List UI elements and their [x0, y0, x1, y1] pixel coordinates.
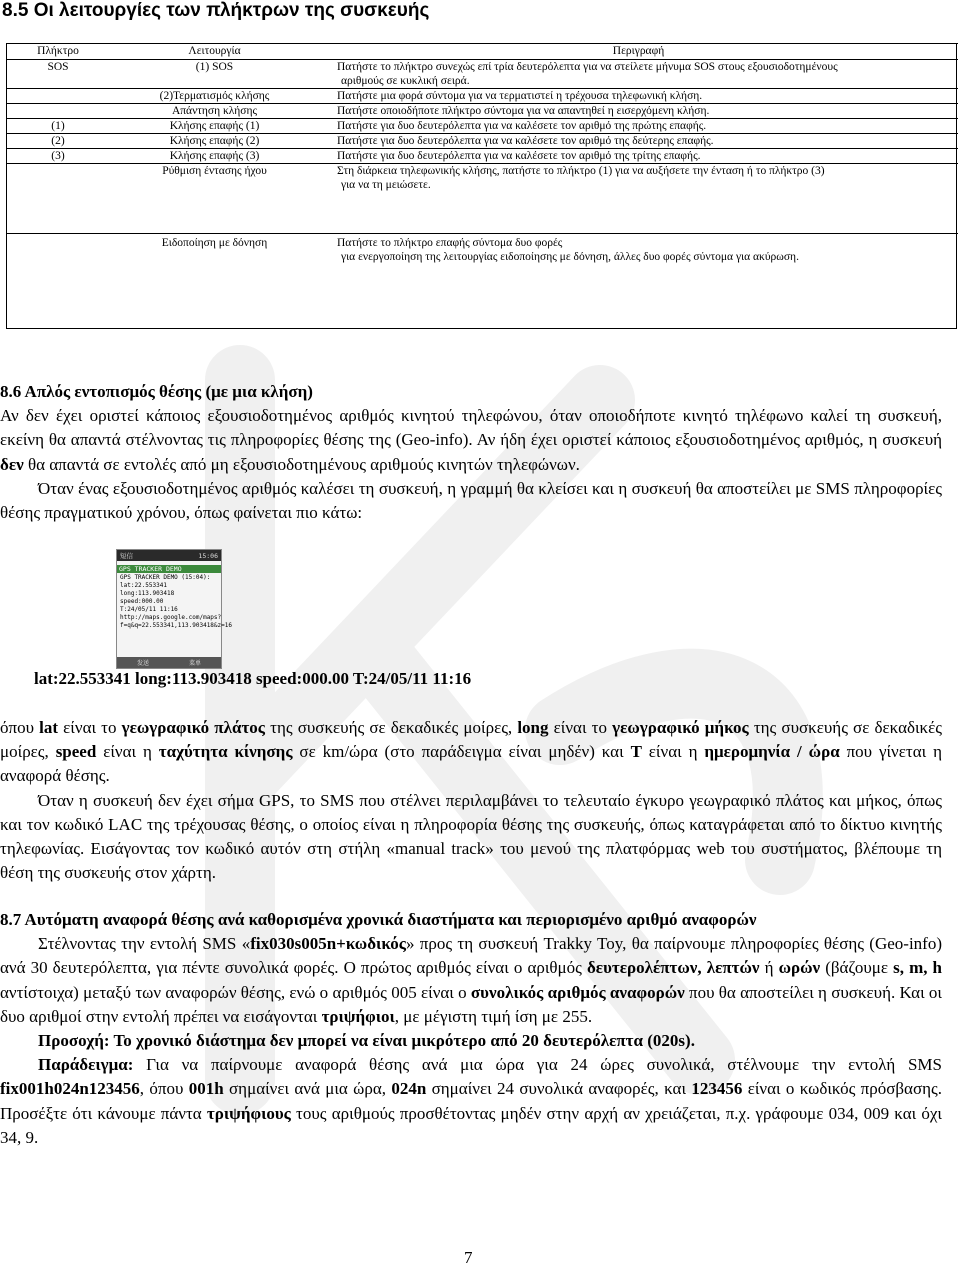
table-row	[6, 119, 958, 134]
text-segment: όπου	[0, 718, 40, 737]
cell-function: Ειδοποίηση με δόνηση	[161, 237, 268, 249]
text-segment: speed	[55, 742, 97, 762]
table-row	[6, 134, 958, 149]
text-segment: σημαίνει 24 συνολικά αναφορές, και	[426, 1079, 692, 1099]
cell-key	[6, 104, 110, 119]
cell-function: Κλήσης επαφής (3)	[110, 149, 319, 164]
col-header-function: Λειτουργία	[110, 44, 319, 60]
description-line: Πατήστε για δυο δευτερόλεπτα για να καλέσετε τον αριθμό της δεύτερης επαφής.	[337, 135, 714, 147]
text-segment: ωρών	[778, 958, 821, 978]
cell-key: (3)	[6, 149, 110, 164]
cell-description	[319, 60, 958, 89]
text-segment: , όπου	[139, 1079, 189, 1099]
description-line: Πατήστε για δυο δευτερόλεπτα για να καλέσετε τον αριθμό της πρώτης επαφής.	[337, 120, 707, 132]
col-header-description: Περιγραφή	[319, 44, 958, 60]
text-segment: αντίστοιχα) μεταξύ των αναφορών θέσης, ενώ ο αριθμός 005 είναι ο	[0, 982, 471, 1002]
text-segment: ημερομηνία / ώρα	[704, 742, 840, 762]
cell-description	[319, 119, 958, 134]
phone-sender: GPS TRACKER DEMO	[117, 565, 221, 573]
description-line: αριθμούς σε κυκλική σειρά.	[341, 75, 470, 87]
phone-message-line: http://maps.google.com/maps?	[120, 614, 222, 621]
p1b-text: δεν	[0, 454, 24, 474]
text-segment: συνολικός αριθμός αναφορών	[470, 982, 685, 1002]
description-line: για να τη μειώσετε.	[341, 179, 431, 191]
description-line: Πατήστε μια φορά σύντομα για να τερματιστεί η τρέχουσα τηλεφωνική κλήση.	[337, 90, 703, 102]
text-segment: είναι το	[548, 718, 613, 737]
description-line: Πατήστε το πλήκτρο επαφής σύντομα δυο φορές	[337, 237, 563, 249]
text-segment: (βάζουμε	[820, 958, 894, 978]
text-segment: Για να παίρνουμε αναφορά θέσης ανά μια ώρα για 24 ώρες συνολικά, στέλνουμε την εντολή SMS	[133, 1055, 942, 1075]
paragraph-8-6-3	[0, 716, 942, 789]
text-segment: ταχύτητα κίνησης	[158, 742, 293, 762]
section-8-6-explanation	[0, 716, 942, 885]
text-segment: είναι ο κωδικός πρόσβασης. Προσέξτε ότι κάνουμε πάντα	[0, 1079, 943, 1123]
table-row	[6, 89, 958, 104]
phone-message-line: f=q&q=22.553341,113.903418&z=16	[120, 622, 232, 629]
text-segment: τριψήφιους	[206, 1103, 291, 1123]
text-segment: ή	[759, 958, 779, 978]
text-segment: T	[630, 742, 642, 762]
description-line: Στη διάρκεια τηλεφωνικής κλήσης, πατήστε το πλήκτρο (1) για να αυξήσετε την ένταση ή το πλήκτρο (3)	[337, 165, 825, 177]
cell-description	[319, 104, 958, 119]
warning-note: Προσοχή: Το χρονικό διάστημα δεν μπορεί να είναι μικρότερο από 20 δευτερόλεπτα (020s).	[38, 1031, 695, 1051]
heading-8-6: 8.6 Απλός εντοπισμός θέσης (με μια κλήση)	[0, 382, 313, 401]
p1a-text: Αν δεν έχει οριστεί κάποιος εξουσιοδοτημένος αριθμός κινητού τηλεφώνου, όταν οποιοδήποτε κινητό τηλέφωνο καλεί τη συσκευή, εκείνη θα απαντά στέλνοντας τις πληροφορίες θέσης της (Geo-info). Αν ήδη έχει οριστεί κάποιος εξουσιοδοτημένος αριθμός, η συσκευή	[0, 406, 942, 450]
cell-description	[319, 149, 958, 164]
table-row	[6, 234, 958, 308]
text-segment: , με μέγιστη τιμή ίση με 255.	[394, 1006, 593, 1026]
cell-function: Κλήσης επαφής (2)	[110, 134, 319, 149]
cell-function: Απάντηση κλήσης	[110, 104, 319, 119]
col-header-key: Πλήκτρο	[6, 44, 110, 60]
text-segment: Παράδειγμα:	[38, 1055, 134, 1075]
text-segment: είναι η	[96, 742, 159, 762]
text-segment: fix030s005n+κωδικός	[250, 934, 406, 954]
section-title: 8.5 Οι λειτουργίες των πλήκτρων της συσκευής	[2, 0, 430, 21]
table-row	[6, 60, 958, 89]
softkey-left: 发送	[136, 660, 149, 667]
paragraph-8-6-2: Όταν ένας εξουσιοδοτημένος αριθμός καλέσει τη συσκευή, η γραμμή θα κλείσει και η συσκευή θα αποστείλει με SMS πληροφορίες θέσης πραγματικού χρόνου, όπως φαίνεται πιο κάτω:	[0, 478, 942, 523]
cell-key	[6, 89, 110, 104]
text-segment: » προς τη συσκευή Trakky Toy, θα παίρνουμε πληροφορίες θέσης (Geo-info) ανά 30 δευτερόλεπτα, για πέντε συνολικά φορές. Ο πρώτος αριθμός είναι ο αριθμός	[0, 934, 942, 978]
paragraph-8-6-4: Όταν η συσκευή δεν έχει σήμα GPS, το SMS που στέλνει περιλαμβάνει το τελευταίο έγκυρο γεωγραφικό πλάτος και μήκος, όπως και τον κωδικό LAC της τρέχουσας θέσης, ο οποίος είναι η πληροφορία θέσης της συσκευής, όπως καταγράφεται από το δίκτυο κινητής τηλεφωνίας. Εισάγοντας τον κωδικό αυτόν στη στήλη «manual track» του μενού της πλατφόρμας web του συστήματος, βλέπουμε τη θέση της συσκευής στον χάρτη.	[0, 790, 942, 883]
text-segment: 024n	[391, 1079, 427, 1099]
table-row	[6, 104, 958, 119]
text-segment: fix001h024n123456	[0, 1079, 140, 1099]
heading-8-7: 8.7 Αυτόματη αναφορά θέσης ανά καθορισμένα χρονικά διαστήματα και περιορισμένο αριθμό αναφορών	[0, 910, 757, 929]
description-line: Πατήστε για δυο δευτερόλεπτα για να καλέσετε τον αριθμό της τρίτης επαφής.	[337, 150, 701, 162]
text-segment: είναι το	[58, 718, 122, 737]
cell-description	[319, 89, 958, 104]
cell-key: (1)	[6, 119, 110, 134]
cell-key	[6, 164, 110, 234]
phone-status-bar	[117, 550, 221, 561]
phone-softkeys	[117, 657, 221, 668]
text-segment: δευτερολέπτων, λεπτών	[586, 958, 760, 978]
text-segment: γεωγραφικό πλάτος	[121, 718, 265, 737]
text-segment: γεωγραφικό μήκος	[612, 718, 749, 737]
text-segment: lat	[39, 718, 59, 737]
phone-message-line: T:24/05/11 11:16	[120, 606, 178, 613]
softkey-right: 菜单	[188, 660, 201, 667]
description-line: για ενεργοποίηση της λειτουργίας ειδοποίησης με δόνηση, άλλες δυο φορές σύντομα για ακύρωση.	[341, 251, 799, 263]
text-segment: Στέλνοντας την εντολή SMS «	[38, 934, 251, 954]
cell-function: Ρύθμιση έντασης ήχου	[110, 164, 319, 234]
text-segment: που θα αποστείλει η συσκευή. Και οι δυο αριθμοί στην εντολή πρέπει να εισάγονται	[0, 982, 942, 1026]
text-segment: s, m, h	[893, 958, 943, 978]
text-segment: είναι η	[641, 742, 705, 762]
table-row	[6, 149, 958, 164]
phone-message-line: lat:22.553341 long:113.903418 speed:000.00	[120, 582, 175, 605]
cell-description	[319, 234, 958, 308]
text-segment: που γίνεται η αναφορά θέσης.	[0, 742, 942, 786]
section-8-6	[0, 380, 942, 525]
table-row	[6, 164, 958, 234]
table-header-row	[6, 44, 958, 60]
text-segment: της συσκευής σε δεκαδικές μοίρες,	[0, 718, 942, 762]
paragraph-8-7-1	[0, 932, 942, 1029]
cell-key: SOS	[6, 60, 110, 89]
cell-key: (2)	[6, 134, 110, 149]
description-line: Πατήστε το πλήκτρο συνεχώς επί τρία δευτερόλεπτα για να στείλετε μήνυμα SOS στους εξουσιοδοτημένους	[337, 61, 838, 73]
key-functions-table	[6, 43, 958, 308]
description-line: Πατήστε οποιοδήποτε πλήκτρο σύντομα για να απαντηθεί η εισερχόμενη κλήση.	[337, 105, 710, 117]
text-segment: της συσκευής σε δεκαδικές μοίρες,	[264, 718, 518, 737]
phone-clock: 15:06	[198, 551, 218, 560]
sms-screenshot	[116, 549, 232, 669]
text-segment: σε km/ώρα (στο παράδειγμα είναι μηδέν) και	[292, 742, 631, 762]
text-segment: τριψήφιοι	[321, 1006, 395, 1026]
text-segment: 001h	[188, 1079, 224, 1099]
cell-key	[6, 234, 110, 308]
text-segment: σημαίνει ανά μια ώρα,	[223, 1079, 392, 1099]
paragraph-8-7-2	[0, 1053, 942, 1150]
cell-function: Κλήσης επαφής (1)	[110, 119, 319, 134]
cell-description	[319, 164, 958, 234]
paragraph-8-6-1	[0, 404, 942, 477]
p1c-text: θα απαντά σε εντολές από μη εξουσιοδοτημένους αριθμούς κινητών τηλεφώνων.	[23, 454, 580, 474]
page-number: 7	[464, 1248, 473, 1267]
phone-status-left: 短信	[120, 552, 133, 560]
cell-function: (1) SOS	[110, 60, 319, 89]
coords-example: lat:22.553341 long:113.903418 speed:000.00 T:24/05/11 11:16	[34, 669, 472, 688]
text-segment: long	[517, 718, 549, 737]
phone-message	[117, 573, 232, 631]
text-segment: 123456	[691, 1079, 743, 1099]
section-8-7	[0, 908, 942, 1150]
cell-function: (2)Τερματισμός κλήσης	[110, 89, 319, 104]
phone-message-line: GPS TRACKER DEMO (15:04):	[120, 574, 211, 581]
text-segment: τους αριθμούς προσθέτοντας μηδέν στην αρχή αν χρειάζεται, π.χ. γράφουμε 034, 009 και όχι 34, 9.	[0, 1103, 942, 1147]
cell-description	[319, 134, 958, 149]
